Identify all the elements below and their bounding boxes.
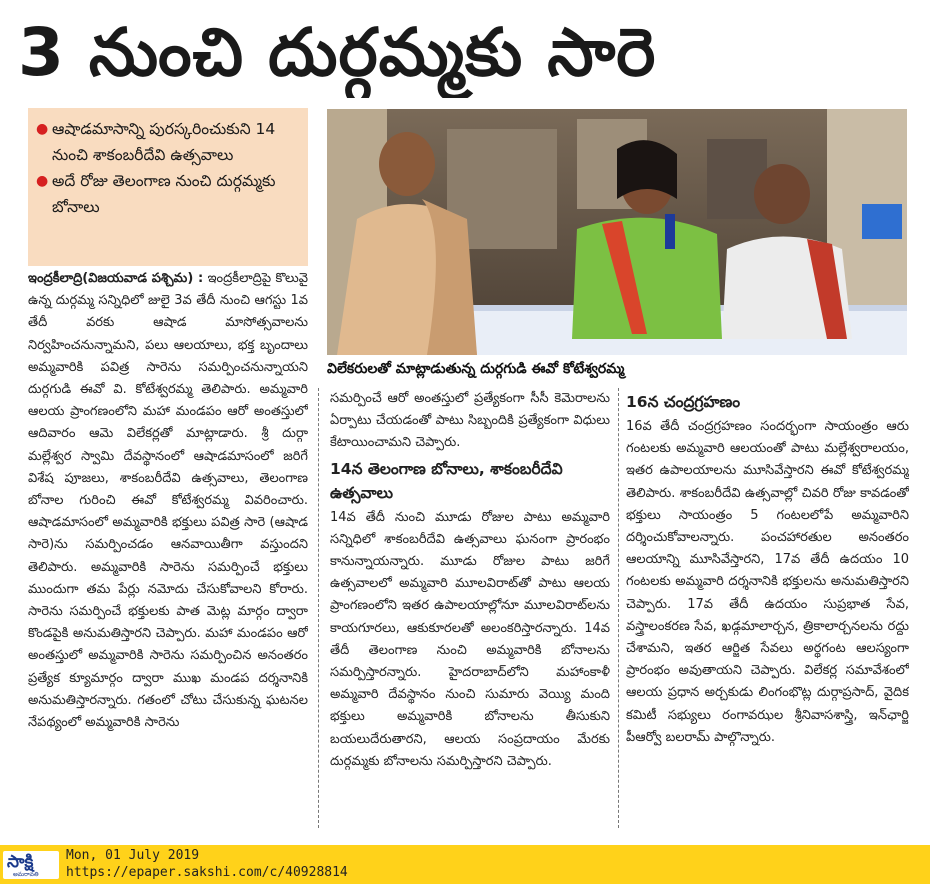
headline: 3 నుంచి దుర్గమ్మకు సారె xyxy=(18,14,657,91)
article-column-3 xyxy=(626,388,909,828)
article-column-1 xyxy=(28,268,308,828)
subheading: 14న తెలంగాణ బోనాలు, శాకంబరీదేవి ఉత్సవాలు xyxy=(330,459,563,502)
article-text: 16వ తేదీ చంద్రగ్రహణం సందర్భంగా సాయంత్రం ఆరు గంటలకు అమ్మవారి ఆలయంతో పాటు మల్లేశ్వరాలయం, ఇతర ఉపాలయాలను మూసివేస్తారని ఈవో కోటేశ్వరమ్మ తెలిపారు. శాకంబరీదేవి ఉత్సవాల్లో చివరి రోజు కావడంతో భక్తులు సాయంత్రం 5 గంటలలోపే అమ్మవారిని దర్శించుకోవాలన్నారు. పంచహారతుల అనంతరం ఆలయాన్ని మూసివేస్తారని, 17వ తేదీ ఉదయం 10 గంటలకు అమ్మవారి దర్శనానికి భక్తులను అనుమతిస్తారని చెప్పారు. 17వ తేదీ ఉదయం సుప్రభాత సేవ, వస్త్రాలంకరణ సేవ, ఖడ్గమాలార్చన, త్రికాలార్చనలను రద్దు చేశామని, ఇతర ఆర్జిత సేవలు అర్థగంట ఆలస్యంగా ప్రారంభం అవుతాయని చెప్పారు. విలేకర్ల సమావేశంలో ఆలయ ప్రధాన అర్చకుడు లింగంభొట్ల దుర్గాప్రసాద్, వైదిక కమిటీ సభ్యులు రంగావఝల శ్రీనివాసశాస్త్రి, ఇన్‌ఛార్జి పీఆర్వో బలరామ్ పాల్గొన్నారు. xyxy=(626,419,909,745)
article-text: సమర్పించే ఆరో అంతస్తులో ప్రత్యేకంగా సీసీ కెమెరాలను ఏర్పాటు చేయడంతో పాటు సిబ్బందికి ప్రత్యేకంగా విధులు కేటాయించామని చెప్పారు. xyxy=(330,391,610,451)
bullet-icon: ● xyxy=(36,121,49,137)
bullet-icon: ● xyxy=(36,173,49,189)
article-text: 14వ తేదీ నుంచి మూడు రోజుల పాటు అమ్మవారి సన్నిధిలో శాకంబరీదేవి ఉత్సవాలు ఘనంగా ప్రారంభం కానున్నాయన్నారు. మూడు రోజుల పాటు జరిగే ఉత్సవాలలో అమ్మవారి మూలవిరాట్‌తో పాటు ఆలయ ప్రాంగణంలోని ఇతర ఉపాలయాల్లోనూ మూలవిరాట్‌లను కాయగూరలు, ఆకుకూరలతో అలంకరిస్తారన్నారు. 14వ తేదీ తెలంగాణ నుంచి అమ్మవారికి బోనాలను సమర్పిస్తారన్నారు. హైదరాబాద్‌లోని మహాంకాళీ అమ్మవారి దేవస్థానం నుంచి సుమారు వెయ్యి మంది భక్తులు అమ్మవారికి బోనాలను తీసుకుని బయలుదేరుతారని, ఆలయ సంప్రదాయం మేరకు దుర్గమ్మకు బోనాలను సమర్పిస్తారని చెప్పారు. xyxy=(330,509,610,769)
column-divider xyxy=(618,388,619,828)
highlight-item xyxy=(36,168,300,220)
publication-date: Mon, 01 July 2019 xyxy=(66,848,200,863)
dateline: ఇంద్రకీలాద్రి(విజయవాడ పశ్చిమ) : xyxy=(28,271,204,286)
sakshi-logo xyxy=(3,851,59,879)
highlight-text: అదే రోజు తెలంగాణ నుంచి దుర్గమ్మకు బోనాలు xyxy=(52,172,276,216)
highlights-box xyxy=(28,108,308,266)
highlight-item xyxy=(36,116,300,168)
highlight-text: ఆషాడమాసాన్ని పురస్కరించుకుని 14 నుంచి శాకంబరీదేవి ఉత్సవాలు xyxy=(52,120,276,164)
subheading: 16న చంద్రగ్రహణం xyxy=(626,393,741,411)
logo-subtext: అమరావతి xyxy=(13,871,39,878)
article-column-2 xyxy=(330,388,610,828)
article-paragraph xyxy=(28,268,308,734)
column-divider xyxy=(318,388,319,828)
news-photo xyxy=(327,109,907,355)
footer-bar xyxy=(0,845,930,884)
epaper-link[interactable]: https://epaper.sakshi.com/c/40928814 xyxy=(66,865,348,880)
news-photo-image xyxy=(327,109,907,355)
logo-text: సాక్షి xyxy=(7,852,34,872)
article-text: ఇంద్రకీలాద్రిపై కొలువై ఉన్న దుర్గమ్మ సన్నిధిలో జులై 3వ తేదీ నుంచి ఆగస్టు 1వ తేదీ వరకు ఆషాడ మాసోత్సవాలను నిర్వహించనున్నామని, పలు ఆలయాలు, భక్త బృందాలు అమ్మవారికి పవిత్ర సారెను సమర్పించనున్నాయని దుర్గగుడి ఈవో వి. కోటేశ్వరమ్మ తెలిపారు. అమ్మవారి ఆలయ ప్రాంగణంలోని మహా మండపం ఆరో అంతస్తులో ఆదివారం ఆమె విలేకర్లతో మాట్లాడారు. శ్రీ దుర్గా మల్లేశ్వర స్వామి దేవస్థానంలో ఆషాడమాసంలో జరిగే విశేష పూజలు, శాకంబరీదేవి ఉత్సవాలు, తెలంగాణ బోనాల గురించి ఈవో కోటేశ్వరమ్మ వివరించారు. ఆషాడమాసంలో అమ్మవారికి భక్తులు పవిత్ర సారె (ఆషాడ సారె)ను సమర్పించడం ఆనవాయితీగా వస్తుందని తెలిపారు. అమ్మవారికి సారెను సమర్పించే భక్తులు ముందుగా తమ పేర్లు నమోదు చేసుకోవాలని కోరారు. సారెను సమర్పించే భక్తులకు పాత మెట్ల మార్గం ద్వారా కొండపైకి అనుమతిస్తారని చెప్పారు. మహా మండపం ఆరో అంతస్తులో అమ్మవారికి సారెను సమర్పించిన అనంతరం ప్రత్యేక క్యూమార్గం ద్వారా ముఖ మండప దర్శనానికి అనుమతిస్తారన్నారు. గతంలో చోటు చేసుకున్న ఘటనల నేపథ్యంలో అమ్మవారికి సారెను xyxy=(28,271,308,731)
photo-caption: విలేకరులతో మాట్లాడుతున్న దుర్గగుడి ఈవో కోటేశ్వరమ్మ xyxy=(327,361,625,377)
